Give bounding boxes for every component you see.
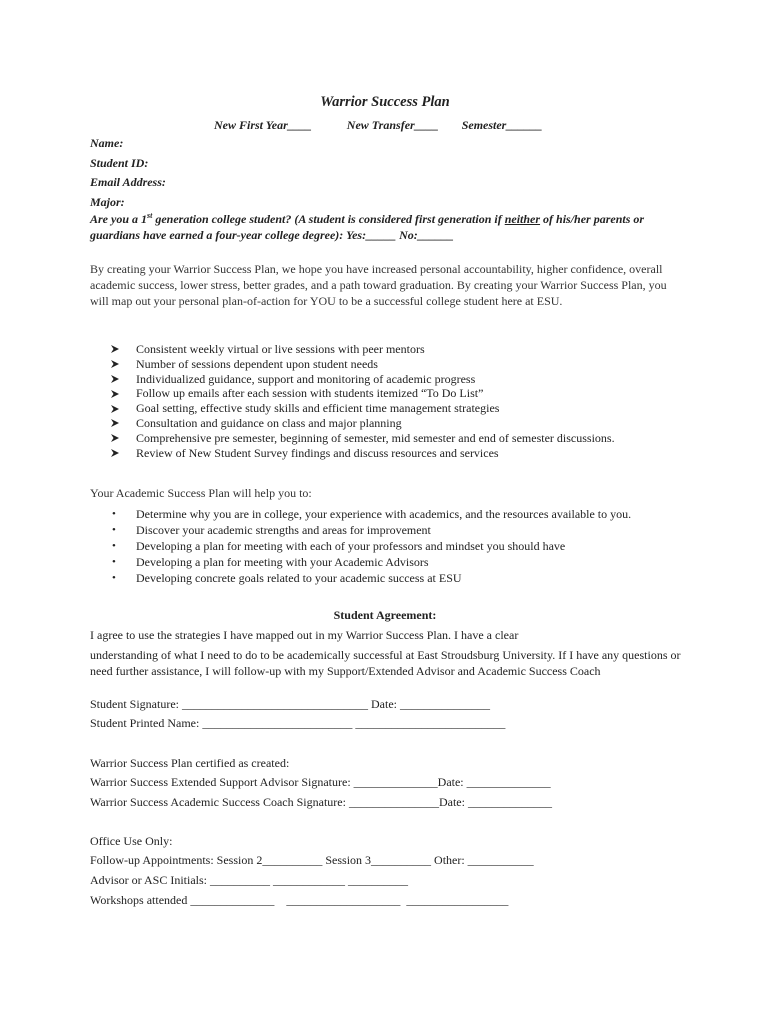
bullet-dot-icon: • (112, 540, 116, 552)
agreement-heading: Student Agreement: (333, 608, 437, 622)
first-gen-neither: neither (504, 212, 541, 226)
first-generation-question[interactable] (90, 211, 690, 243)
advisor-initials-line[interactable]: Advisor or ASC Initials: __________ ____________ __________ (90, 873, 409, 887)
feature-list (110, 342, 615, 460)
feature-item-text: Follow up emails after each session with students itemized “To Do List” (136, 386, 484, 401)
bullet-dot-icon: • (112, 508, 116, 520)
feature-item (110, 416, 615, 431)
help-item (112, 506, 631, 522)
feature-item (110, 372, 615, 387)
coach-signature-line[interactable]: Warrior Success Academic Success Coach Signature: _______________Date: ______________ (90, 795, 552, 809)
student-type-row (214, 118, 542, 133)
help-item-text: Discover your academic strengths and areas for improvement (136, 523, 431, 537)
student-signature-line[interactable]: Student Signature: _______________________________ Date: _______________ (90, 697, 490, 711)
arrowhead-checkmark-icon (110, 446, 120, 461)
feature-item-text: Goal setting, effective study skills and efficient time management strategies (136, 401, 500, 416)
help-item-text: Developing a plan for meeting with each of your professors and mindset you should have (136, 539, 566, 553)
feature-item-text: Number of sessions dependent upon student needs (136, 356, 378, 371)
feature-item-text: Consistent weekly virtual or live sessions with peer mentors (136, 342, 425, 356)
first-gen-superscript: st (147, 211, 153, 220)
workshops-attended-line[interactable]: Workshops attended ______________ ___________________ _________________ (90, 893, 509, 907)
new-first-year-field[interactable]: New First Year____ (214, 118, 312, 132)
first-gen-suffix: of his/her parents or guardians have earned a four-year college degree): Yes:_____ No:______ (90, 212, 645, 242)
arrowhead-checkmark-icon (110, 342, 120, 357)
student-printed-name-line[interactable]: Student Printed Name: _________________________ _________________________ (90, 716, 506, 730)
help-item (112, 554, 631, 570)
agreement-line-1: I agree to use the strategies I have mapped out in my Warrior Success Plan. I have a clear (90, 628, 519, 642)
help-list (112, 506, 631, 586)
agreement-text (90, 627, 690, 679)
feature-item-text: Comprehensive pre semester, beginning of semester, mid semester and end of semester discussions. (136, 430, 615, 445)
bullet-dot-icon: • (112, 524, 116, 536)
bullet-dot-icon: • (112, 572, 116, 584)
arrowhead-checkmark-icon (110, 401, 120, 416)
feature-item (110, 342, 615, 357)
help-intro: Your Academic Success Plan will help you to: (90, 486, 312, 500)
major-field[interactable]: Major: (90, 194, 125, 209)
feature-item (110, 386, 615, 401)
name-field[interactable]: Name: (90, 136, 124, 150)
arrowhead-checkmark-icon (110, 416, 120, 431)
help-item (112, 570, 631, 586)
certified-heading: Warrior Success Plan certified as created: (90, 756, 290, 770)
bullet-dot-icon: • (112, 556, 116, 568)
help-item-text: Developing a plan for meeting with your Academic Advisors (136, 555, 429, 569)
feature-item-text: Review of New Student Survey findings and discuss resources and services (136, 445, 499, 460)
help-item (112, 538, 631, 554)
feature-item (110, 431, 615, 446)
help-item-text: Determine why you are in college, your experience with academics, and the resources available to you. (136, 507, 632, 521)
agreement-line-2: understanding of what I need to do to be academically successful at East Stroudsburg University. If I have any questions or need further assistance, I will follow-up with my Support/Extended Advisor and Academic Success Coach (90, 648, 681, 678)
arrowhead-checkmark-icon (110, 386, 120, 401)
semester-field[interactable]: Semester______ (461, 118, 543, 132)
arrowhead-checkmark-icon (110, 431, 120, 446)
advisor-signature-line[interactable]: Warrior Success Extended Support Advisor Signature: ______________Date: ______________ (90, 775, 551, 789)
arrowhead-checkmark-icon (110, 357, 120, 372)
arrowhead-checkmark-icon (110, 372, 120, 387)
office-use-heading: Office Use Only: (90, 834, 173, 848)
follow-up-appointments-line[interactable]: Follow-up Appointments: Session 2__________ Session 3__________ Other: ___________ (90, 853, 534, 867)
feature-item (110, 401, 615, 416)
feature-item-text: Individualized guidance, support and monitoring of academic progress (136, 371, 476, 386)
first-gen-middle: generation college student? (A student is considered first generation if (152, 212, 505, 226)
first-gen-prefix: Are you a 1 (90, 212, 147, 226)
intro-paragraph: By creating your Warrior Success Plan, we hope you have increased personal accountability, higher confidence, overall academic success, lower stress, better grades, and a path toward graduation. By creating your Warrior Success Plan, you will map out your personal plan-of-action for YOU to be a successful college student here at ESU. (90, 262, 667, 308)
feature-item (110, 446, 615, 461)
student-id-field[interactable]: Student ID: (90, 155, 149, 170)
feature-item (110, 357, 615, 372)
feature-item-text: Consultation and guidance on class and major planning (136, 415, 402, 430)
document-title: Warrior Success Plan (320, 94, 450, 110)
new-transfer-field[interactable]: New Transfer____ (346, 118, 439, 132)
email-field[interactable]: Email Address: (90, 175, 166, 190)
help-item-text: Developing concrete goals related to your academic success at ESU (136, 571, 462, 585)
help-item (112, 522, 631, 538)
student-info-fields (90, 134, 690, 212)
